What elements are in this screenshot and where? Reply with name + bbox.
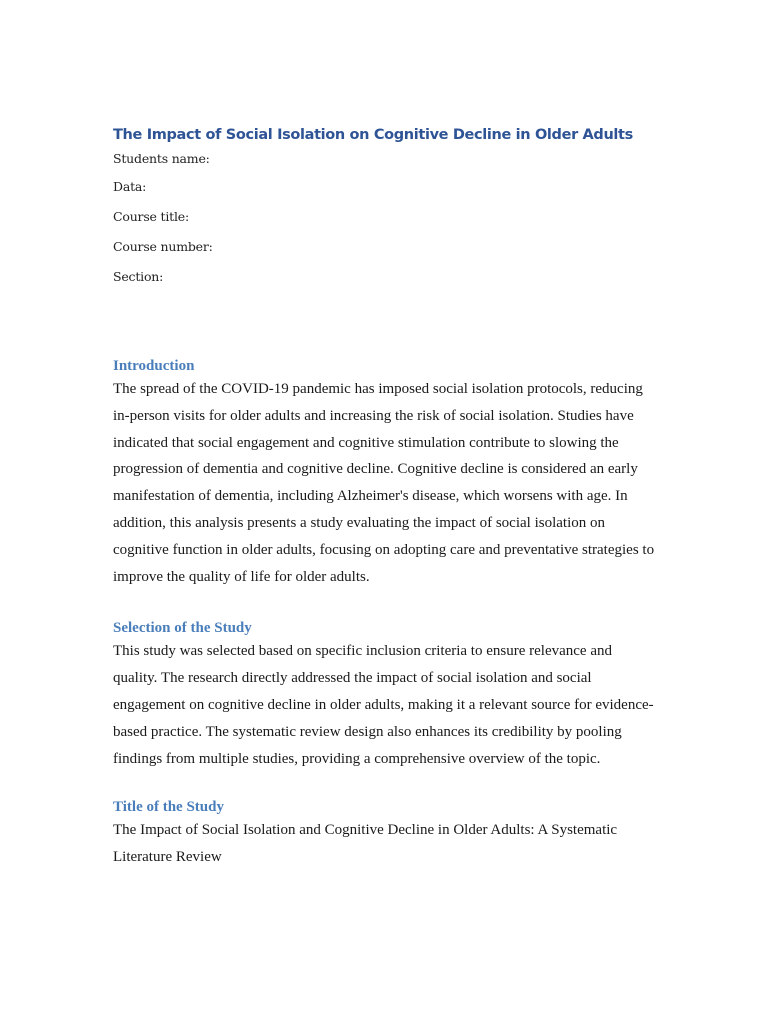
course-number-label: Course number: — [113, 239, 213, 254]
introduction-heading: Introduction — [113, 358, 195, 374]
students-name-label: Students name: — [113, 151, 210, 166]
selection-paragraph: This study was selected based on specific inclusion criteria to ensure relevance and quality. The research directly addressed the impact of social isolation and social engagement on cognitive decline in older adults, making it a relevant source for evidence-based practice. The systematic review design also enhances its credibility by pooling findings from multiple studies, providing a comprehensive overview of the topic. — [113, 643, 654, 767]
document-content — [113, 124, 658, 871]
introduction-paragraph: The spread of the COVID-19 pandemic has imposed social isolation protocols, reducing in-person visits for older adults and increasing the risk of social isolation. Studies have indicated that social engagement and cognitive stimulation contribute to slowing the progression of dementia and cognitive decline. Cognitive decline is considered an early manifestation of dementia, including Alzheimer's disease, which worsens with age. In addition, this analysis presents a study evaluating the impact of social isolation on cognitive function in older adults, focusing on adopting care and preventative strategies to improve the quality of life for older adults. — [113, 381, 655, 585]
document-title: The Impact of Social Isolation on Cognitive Decline in Older Adults — [113, 127, 633, 143]
student-info-block — [113, 146, 658, 295]
course-title-label: Course title: — [113, 209, 189, 224]
selection-heading: Selection of the Study — [113, 620, 252, 637]
date-label: Data: — [113, 179, 147, 194]
section-label: Section: — [113, 269, 164, 284]
title-of-study-heading: Title of the Study — [113, 799, 224, 816]
title-of-study-paragraph: The Impact of Social Isolation and Cognitive Decline in Older Adults: A Systematic Literature Review — [113, 822, 618, 866]
